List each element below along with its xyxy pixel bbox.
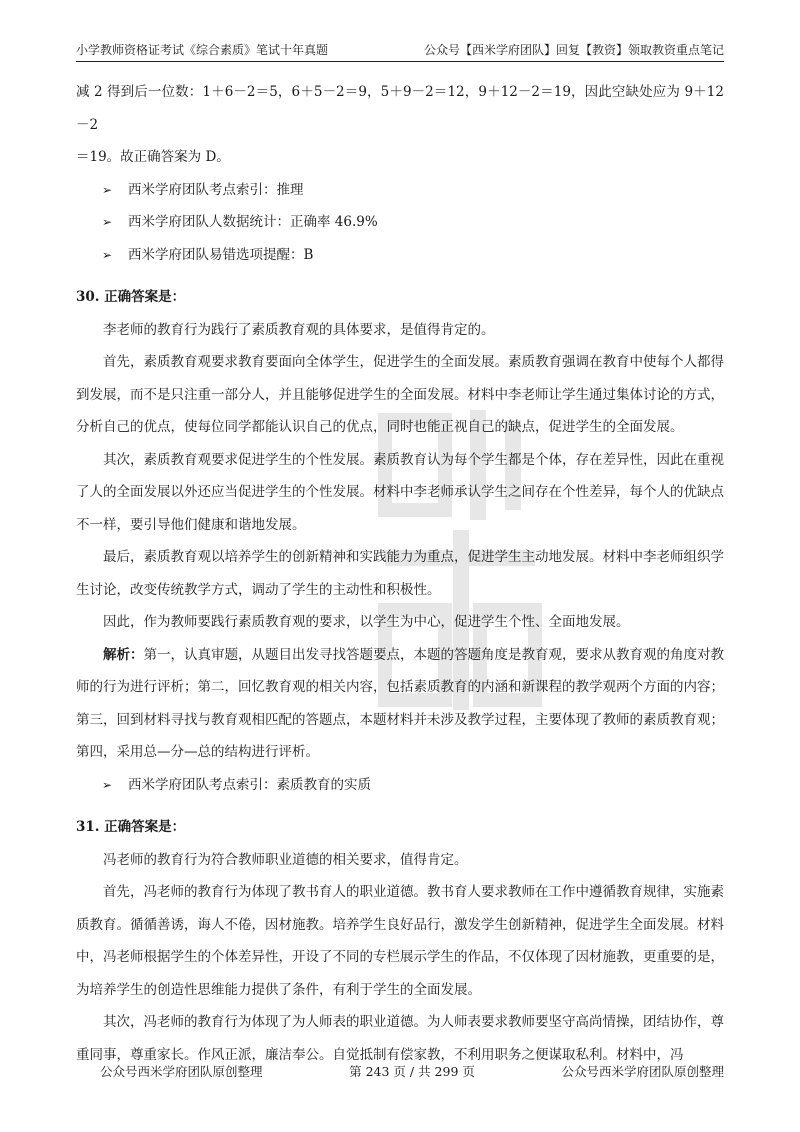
page-footer <box>100 1062 724 1080</box>
page-number: 第 243 页 / 共 299 页 <box>349 1064 475 1079</box>
list-item <box>76 239 724 272</box>
header-left-text: 小学教师资格证考试《综合素质》笔试十年真题 <box>76 43 329 57</box>
page-header <box>76 36 724 62</box>
list-item <box>76 769 724 802</box>
q30-paragraph: 李老师的教育行为践行了素质教育观的具体要求，是值得肯定的。 <box>103 321 495 338</box>
page-content <box>76 76 724 1071</box>
q30-paragraph: 因此，作为教师要践行素质教育观的要求，以学生为中心，促进学生个性、全面地发展。 <box>103 614 630 630</box>
list-item <box>76 206 724 239</box>
intro-line-2: ＝19。故正确答案为 D。 <box>76 149 230 165</box>
arrow-bullet-icon: ➢ <box>102 215 113 229</box>
q31-paragraph: 冯老师的教育行为符合教师职业道德的相关要求，值得肯定。 <box>103 851 468 868</box>
bullet-text: 西米学府团队考点索引：素质教育的实质 <box>128 776 371 793</box>
bullet-text: 西米学府团队人数据统计：正确率 46.9% <box>128 214 378 230</box>
footer-left-text: 公众号西米学府团队原创整理 <box>100 1064 263 1079</box>
q31-paragraph: 首先，冯老师的教育行为体现了教书育人的职业道德。教书育人要求教师在工作中遵循教育规律，实施素质教育。循循善诱，诲人不倦，因材施教。培养学生良好品行，激发学生创新精神，促进学生全面发展。材料中，冯老师根据学生的个体差异性，开设了不同的专栏展示学生的作品，不仅体现了因材施教，更重要的是，为培养学生的创造性思维能力提供了条件，有利于学生的全面发展。 <box>76 884 724 998</box>
analysis-label: 解析： <box>103 646 144 663</box>
arrow-bullet-icon: ➢ <box>102 247 113 262</box>
header-right-text: 公众号【西米学府团队】回复【教资】领取教资重点笔记 <box>423 43 724 57</box>
q30-paragraph: 最后，素质教育观以培养学生的创新精神和实践能力为重点，促进学生主动地发展。材料中李老师组织学生讨论，改变传统教学方式，调动了学生的主动性和积极性。 <box>76 549 724 598</box>
q30-analysis <box>76 639 724 769</box>
bullet-text: 西米学府团队考点索引：推理 <box>128 181 304 198</box>
arrow-bullet-icon: ➢ <box>102 777 113 792</box>
q31-paragraph: 其次，冯老师的教育行为体现了为人师表的职业道德。为人师表要求教师要坚守高尚情操，团结协作，尊重同事，尊重家长。作风正派，廉洁奉公。自觉抵制有偿家教，不利用职务之便谋取私利。材料中，冯 <box>76 1014 724 1063</box>
q30-paragraph: 首先，素质教育观要求教育要面向全体学生，促进学生的全面发展。素质教育强调在教育中使每个人都得到发展，而不是只注重一部分人，并且能够促进学生的全面发展。材料中李老师让学生通过集体讨论的方式，分析自己的优点，使每位同学都能认识自己的优点，同时也能正视自己的缺点，促进学生的全面发展。 <box>76 354 724 435</box>
bullet-text: 西米学府团队易错选项提醒：B <box>128 246 314 263</box>
question-31-heading: 31. 正确答案是： <box>76 819 186 835</box>
q30-paragraph: 其次，素质教育观要求促进学生的个性发展。素质教育认为每个学生都是个体，存在差异性，因此在重视了人的全面发展以外还应当促进学生的个性发展。材料中李老师承认学生之间存在个性差异，每个人的优缺点不一样，要引导他们健康和谐地发展。 <box>76 451 724 533</box>
footer-right-text: 公众号西米学府团队原创整理 <box>561 1064 724 1079</box>
analysis-text: 第一，认真审题，从题目出发寻找答题要点，本题的答题角度是教育观，要求从教育观的角度对教师的行为进行评析；第二，回忆教育观的相关内容，包括素质教育的内涵和新课程的教学观两个方面的内容；第三，回到材料寻找与教育观相匹配的答题点，本题材料并未涉及教学过程，主要体现了教师的素质教育观；第四，采用总—分—总的结构进行评析。 <box>76 646 724 760</box>
intro-line-1: 减 2 得到后一位数：1＋6－2＝5，6＋5－2＝9，5＋9－2＝12，9＋12－2＝19，因此空缺处应为 9＋12－2 <box>76 84 724 133</box>
list-item <box>76 174 724 207</box>
arrow-bullet-icon: ➢ <box>102 182 113 197</box>
question-30-heading: 30. 正确答案是： <box>76 289 186 305</box>
